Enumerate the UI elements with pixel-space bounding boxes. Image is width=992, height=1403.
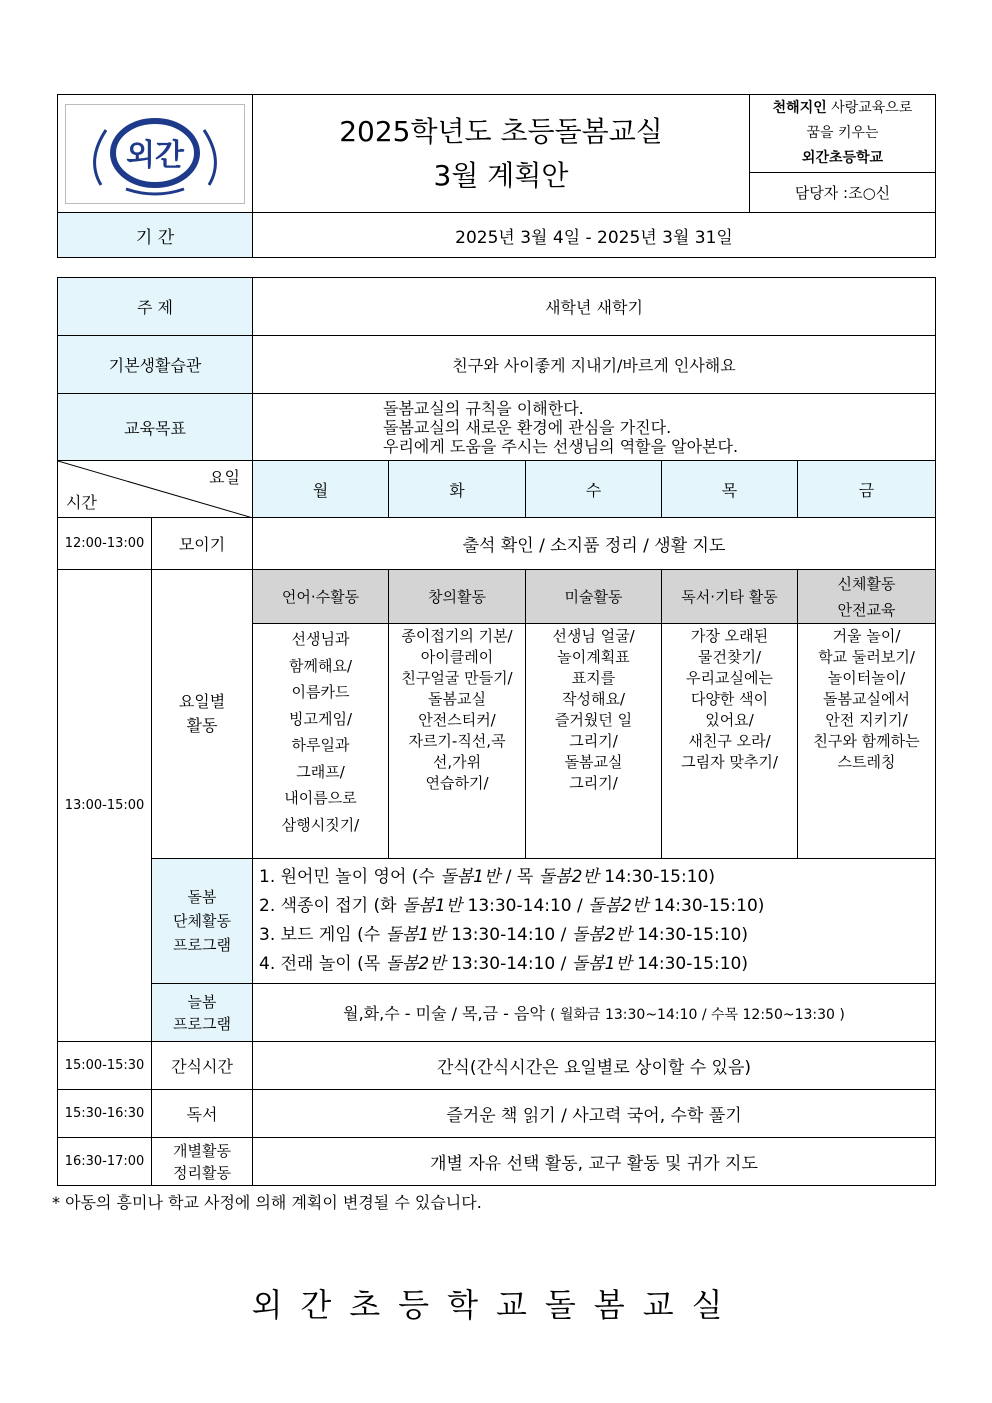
daily-label: 요일별 활동 [152, 570, 253, 859]
neulbom-value: 월,화,수 - 미술 / 목,금 - 음악 [343, 1004, 545, 1023]
neulbom-label: 늘봄 프로그램 [152, 984, 253, 1042]
category-creative: 창의활동 [389, 570, 526, 624]
reading-time: 15:30-16:30 [58, 1090, 152, 1138]
activity-fri: 거울 놀이/ 학교 둘러보기/ 놀이터놀이/ 돌봄교실에서 안전 지키기/ 친구와 함께하는 스트레칭 [798, 624, 936, 859]
plan-title: 2025학년도 초등돌봄교실 [339, 114, 663, 148]
snack-time: 15:00-15:30 [58, 1042, 152, 1090]
motto-cell [750, 95, 936, 173]
main-time: 13:00-15:00 [58, 570, 152, 1042]
category-art: 미술활동 [526, 570, 662, 624]
habit-value: 친구와 사이좋게 지내기/바르게 인사해요 [253, 336, 936, 394]
footnote: * 아동의 흥미나 학교 사정에 의해 계획이 변경될 수 있습니다. [52, 1193, 482, 1212]
day-tue: 화 [389, 461, 526, 518]
school-name: 외간초등학교 [801, 150, 884, 166]
day-fri: 금 [798, 461, 936, 518]
snack-label: 간식시간 [152, 1042, 253, 1090]
theme-label: 주 제 [58, 278, 253, 336]
snack-value: 간식(간식시간은 요일별로 상이할 수 있음) [253, 1042, 936, 1090]
footer-title: 외간초등학교돌봄교실 [251, 1286, 741, 1324]
group-label: 돌봄 단체활동 프로그램 [152, 859, 253, 984]
group-program-item: 1. 원어민 놀이 영어 (수 돌봄1반 / 목 돌봄2반 14:30-15:10) [259, 867, 715, 887]
reading-value: 즐거운 책 읽기 / 사고력 국어, 수학 풀기 [253, 1090, 936, 1138]
activity-wed: 선생님 얼굴/ 놀이계획표 표지를 작성해요/ 즐거웠던 일 그리기/ 돌봄교실 그리기/ [526, 624, 662, 859]
indiv-label: 개별활동 정리활동 [152, 1138, 253, 1186]
logo-cell [58, 95, 253, 213]
group-program-item: 3. 보드 게임 (수 돌봄1반 13:30-14:10 / 돌봄2반 14:30-15:10) [259, 925, 748, 945]
school-logo [65, 104, 245, 204]
logo-text: 외간 [126, 137, 184, 173]
gather-value: 출석 확인 / 소지품 정리 / 생활 지도 [253, 518, 936, 570]
corner-cell [58, 461, 253, 518]
schedule-table [57, 277, 936, 1186]
manager-name: 담당자 :조○신 [794, 184, 891, 202]
reading-label: 독서 [152, 1090, 253, 1138]
goal-list [253, 394, 936, 461]
activity-tue: 종이접기의 기본/ 아이클레이 친구얼굴 만들기/ 돌봄교실 안전스티커/ 자르기-직선,곡 선,가위 연습하기/ [389, 624, 526, 859]
goal-item: 우리에게 도움을 주시는 선생님의 역할을 알아본다. [383, 436, 739, 456]
neulbom-cell [253, 984, 936, 1042]
header-table [57, 94, 936, 258]
group-programs [253, 859, 936, 984]
motto-line2: 꿈을 키우는 [806, 125, 879, 141]
habit-label: 기본생활습관 [58, 336, 253, 394]
time-axis-label: 시간 [66, 493, 97, 512]
period-label: 기 간 [58, 213, 253, 258]
category-language: 언어·수활동 [253, 570, 389, 624]
gather-label: 모이기 [152, 518, 253, 570]
period-value: 2025년 3월 4일 - 2025년 3월 31일 [253, 213, 936, 258]
day-thu: 목 [662, 461, 798, 518]
activity-mon: 선생님과 함께해요/ 이름카드 빙고게임/ 하루일과 그래프/ 내이름으로 삼행시짓기/ [253, 624, 389, 859]
goal-label: 교육목표 [58, 394, 253, 461]
group-program-item: 2. 색종이 접기 (화 돌봄1반 13:30-14:10 / 돌봄2반 14:30-15:10) [259, 896, 765, 916]
motto-bold: 천해지인 [772, 100, 827, 116]
day-axis-label: 요일 [209, 468, 240, 487]
neulbom-times: ( 월화금 13:30~14:10 / 수목 12:50~13:30 ) [550, 1007, 845, 1023]
activity-thu: 가장 오래된 물건찾기/ 우리교실에는 다양한 색이 있어요/ 새친구 오라/ 그림자 맞추기/ [662, 624, 798, 859]
theme-value: 새학년 새학기 [253, 278, 936, 336]
group-program-item: 4. 전래 놀이 (목 돌봄2반 13:30-14:10 / 돌봄1반 14:30-15:10) [259, 954, 748, 974]
category-reading: 독서·기타 활동 [662, 570, 798, 624]
plan-month: 3월 계획안 [433, 158, 569, 192]
day-wed: 수 [526, 461, 662, 518]
indiv-value: 개별 자유 선택 활동, 교구 활동 및 귀가 지도 [253, 1138, 936, 1186]
manager-cell [750, 173, 936, 213]
title-cell [253, 95, 750, 213]
motto-rest: 사랑교육으로 [826, 100, 913, 116]
category-physical: 신체활동 안전교육 [798, 570, 936, 624]
indiv-time: 16:30-17:00 [58, 1138, 152, 1186]
goal-item: 돌봄교실의 규칙을 이해한다. [383, 398, 584, 418]
goal-item: 돌봄교실의 새로운 환경에 관심을 가진다. [383, 417, 672, 437]
gather-time: 12:00-13:00 [58, 518, 152, 570]
day-mon: 월 [253, 461, 389, 518]
